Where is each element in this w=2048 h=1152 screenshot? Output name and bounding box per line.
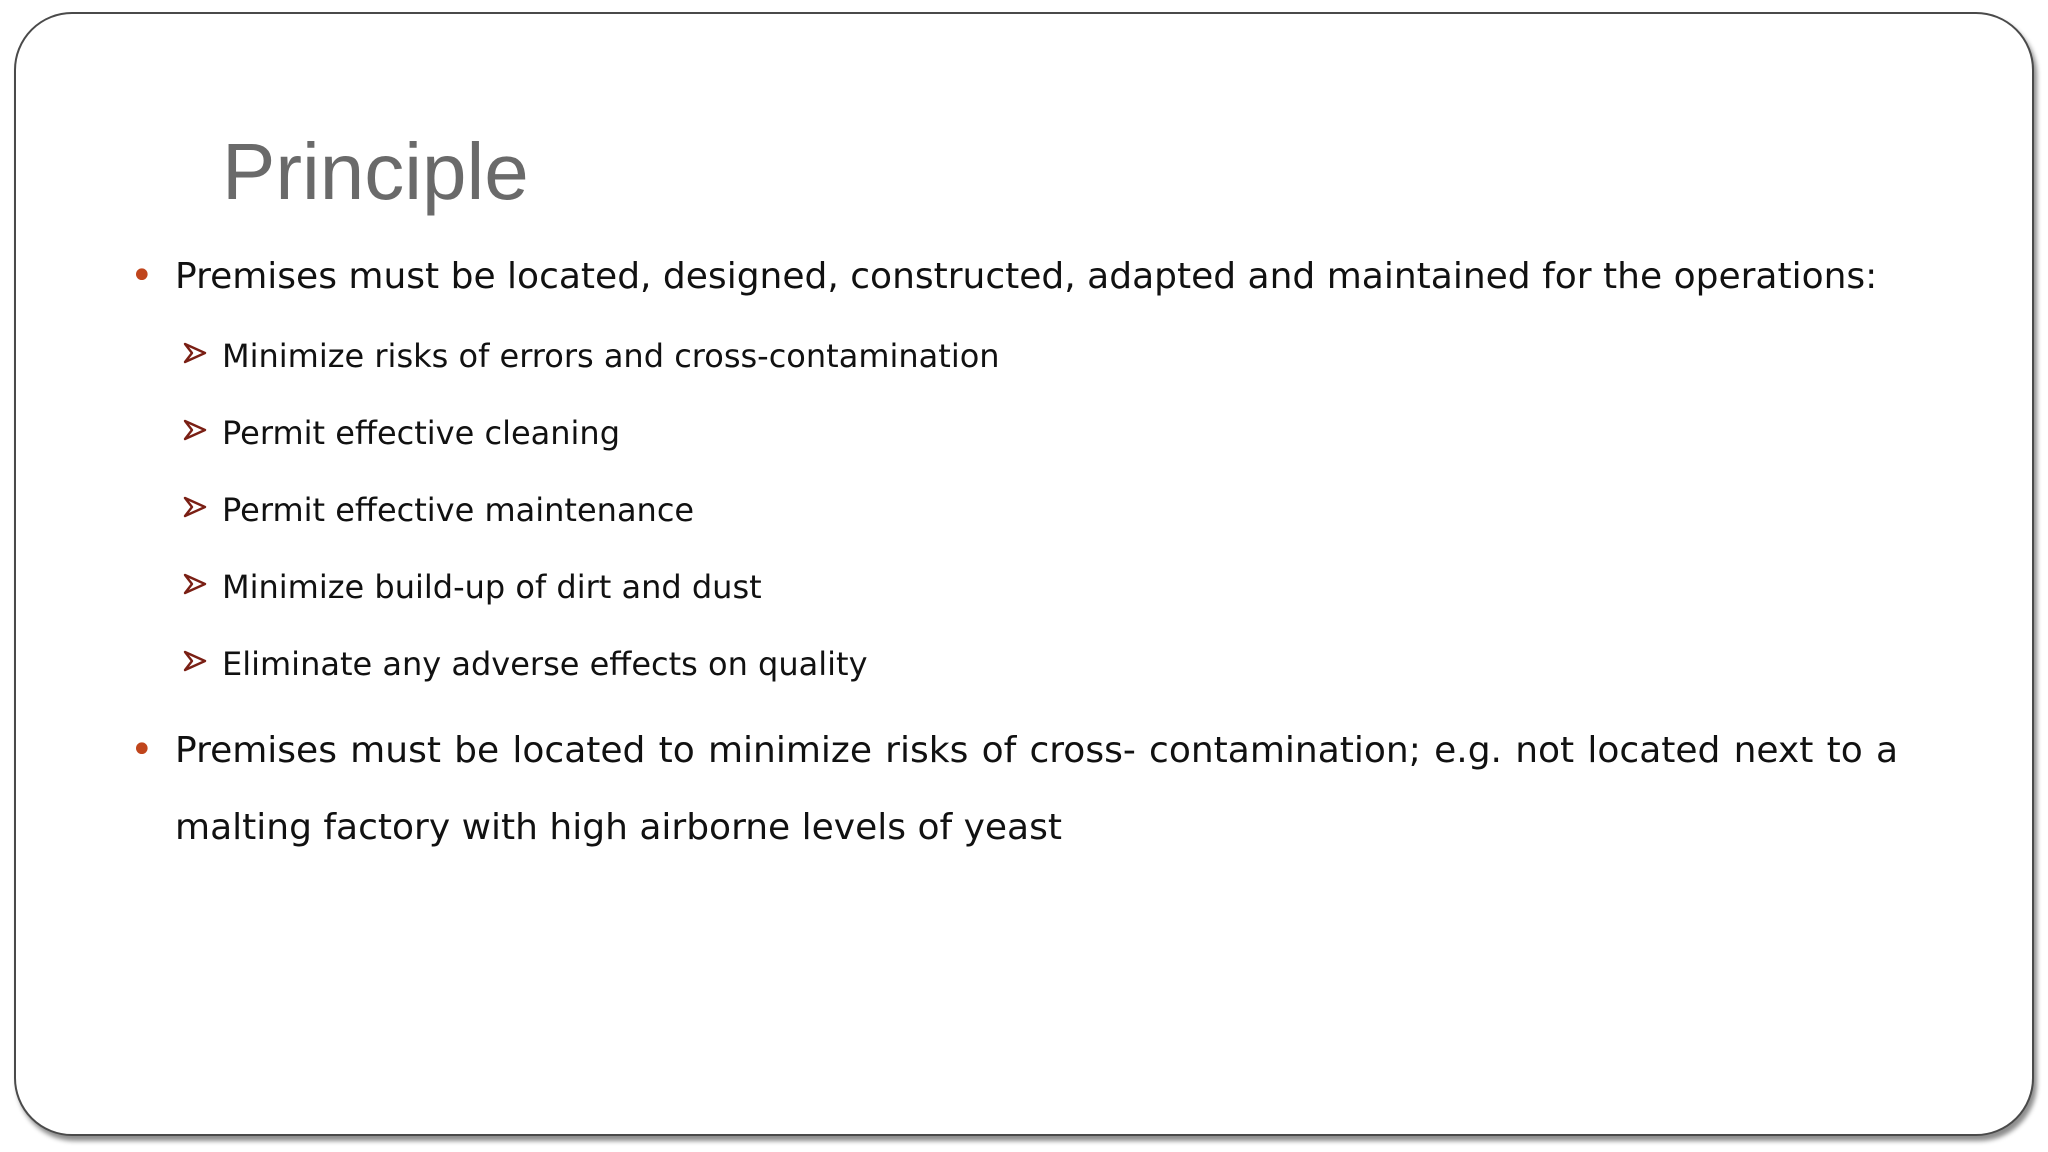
arrow-bullet-icon — [183, 572, 207, 596]
sub-item-text: Permit effective maintenance — [222, 491, 695, 529]
sub-item-text: Minimize risks of errors and cross-contamination — [222, 337, 1000, 375]
sub-item-2 — [183, 413, 620, 453]
bullet-dot-icon: • — [130, 253, 154, 299]
sub-item-3 — [183, 490, 694, 530]
arrow-bullet-icon — [183, 649, 207, 673]
bullet-item-2 — [130, 712, 1898, 866]
sub-item-text: Minimize build-up of dirt and dust — [222, 568, 762, 606]
arrow-bullet-icon — [183, 418, 207, 442]
bullet-dot-icon: • — [130, 727, 154, 773]
slide-title: Principle — [222, 127, 529, 216]
sub-item-text: Eliminate any adverse effects on quality — [222, 645, 868, 683]
bullet-text: Premises must be located to minimize risks of cross- contamination; e.g. not located next to a malting factory with high airborne levels of yeast — [175, 730, 1898, 848]
sub-item-1 — [183, 336, 1000, 376]
sub-item-5 — [183, 644, 868, 684]
sub-item-4 — [183, 567, 762, 607]
bullet-text: Premises must be located, designed, constructed, adapted and maintained for the operations: — [175, 256, 1878, 297]
arrow-bullet-icon — [183, 341, 207, 365]
bullet-item-1 — [130, 238, 1898, 315]
sub-item-text: Permit effective cleaning — [222, 414, 621, 452]
arrow-bullet-icon — [183, 495, 207, 519]
